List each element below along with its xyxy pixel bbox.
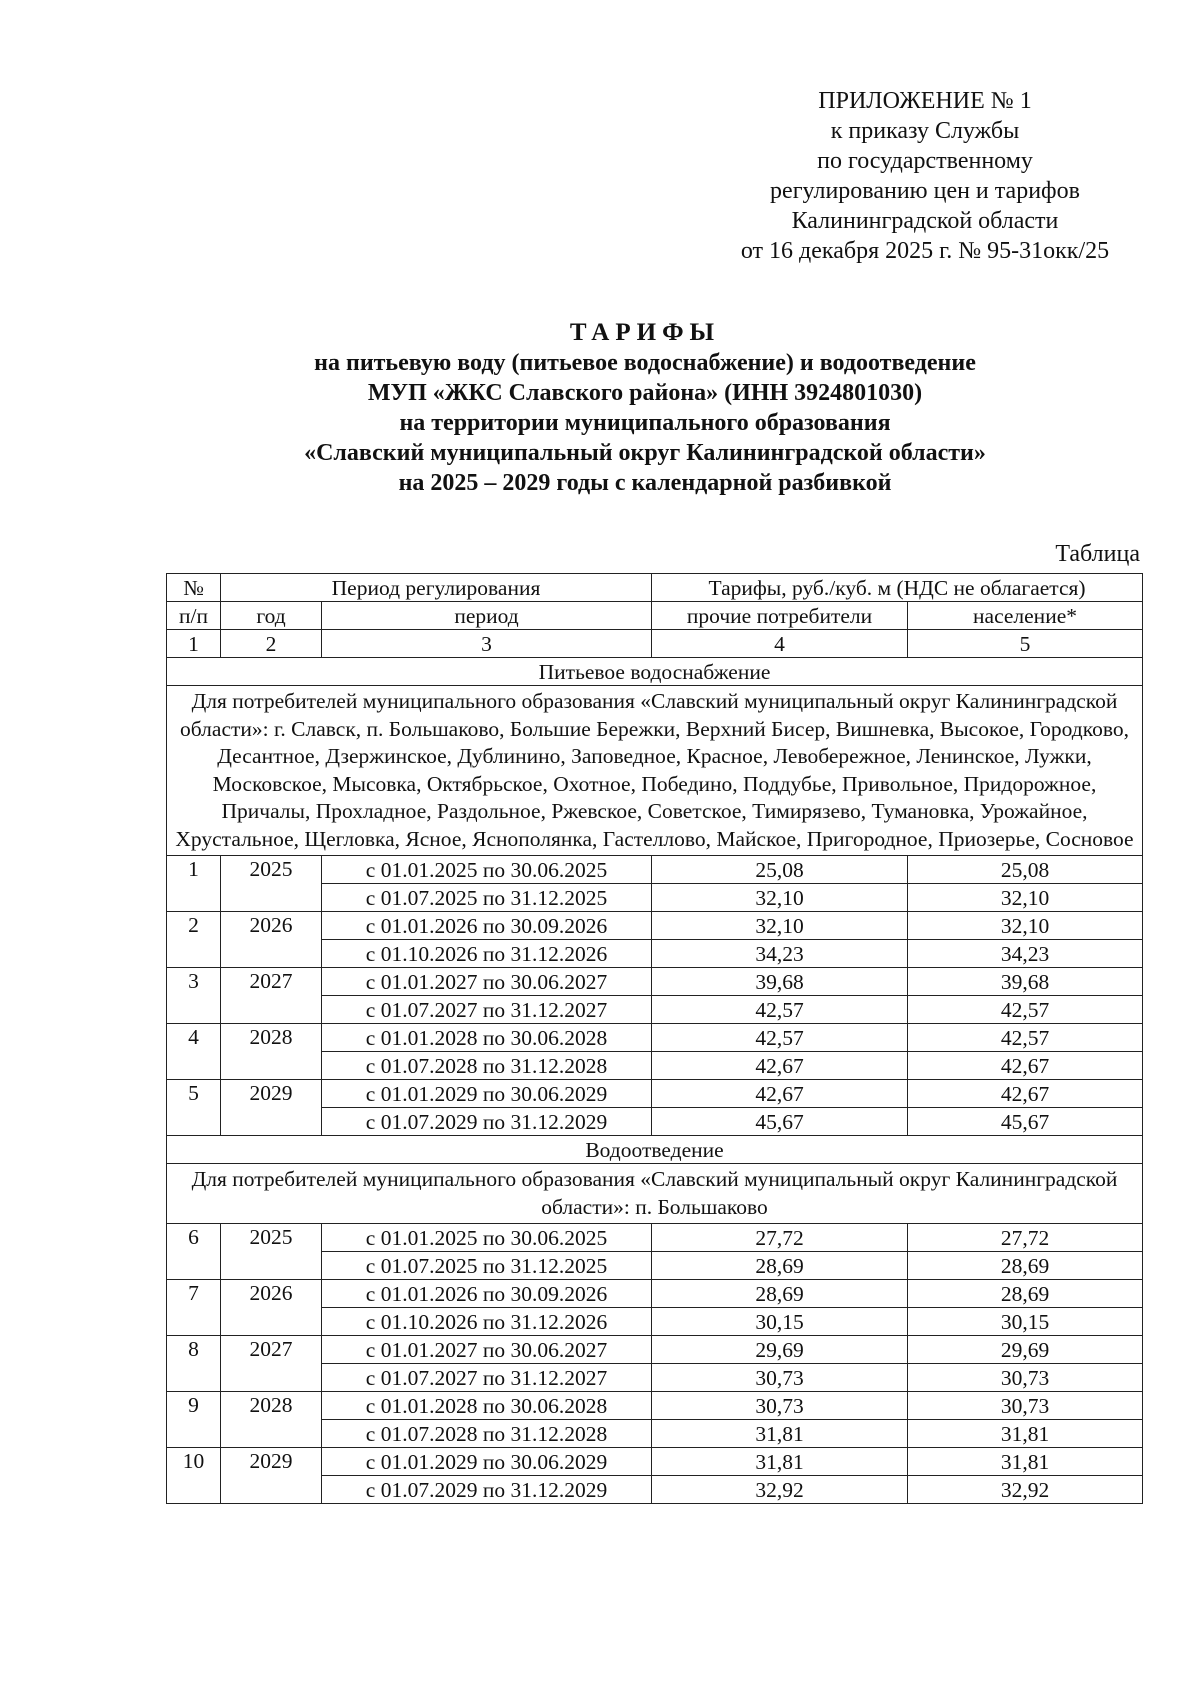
header-period-group: Период регулирования (221, 574, 652, 602)
row-tariff-other: 32,10 (652, 884, 908, 912)
row-period: с 01.07.2025 по 31.12.2025 (322, 884, 652, 912)
row-period: с 01.07.2029 по 31.12.2029 (322, 1476, 652, 1504)
row-period: с 01.01.2028 по 30.06.2028 (322, 1392, 652, 1420)
title-line: на 2025 – 2029 годы с календарной разбивкой (398, 470, 892, 496)
row-tariff-population: 31,81 (908, 1448, 1143, 1476)
header-num-top: № (167, 574, 221, 602)
row-period: с 01.10.2026 по 31.12.2026 (322, 1308, 652, 1336)
row-tariff-population: 32,10 (908, 912, 1143, 940)
row-year: 2028 (221, 1392, 322, 1448)
table-row (167, 1336, 1143, 1364)
table-row (167, 1024, 1143, 1052)
section-consumers-row (167, 1164, 1143, 1224)
row-tariff-population: 30,15 (908, 1308, 1143, 1336)
column-number: 2 (221, 630, 322, 658)
section-consumers: Для потребителей муниципального образования «Славский муниципальный округ Калининградской области»: г. Славск, п. Большаково, Большие Бережки, Верхний Бисер, Вишневка, Высокое, Городково, Десантное, Дзержинское, Дублинино, Заповедное, Красное, Левобережное, Ленинское, Лужки, Московское, Мысовка, Октябрьское, Охотное, Победино, Поддубье, Привольное, Придорожное, Причалы, Прохладное, Раздольное, Ржевское, Советское, Тимирязево, Тумановка, Урожайное, Хрустальное, Щегловка, Ясное, Яснополянка, Гастеллово, Майское, Пригородное, Приозерье, Сосновое (167, 686, 1143, 856)
header-period: период (322, 602, 652, 630)
row-number: 2 (167, 912, 221, 968)
tariffs-table (166, 573, 1143, 1504)
appendix-header (690, 86, 1160, 266)
table-row (167, 856, 1143, 884)
title-line: МУП «ЖКС Славского района» (ИНН 3924801030) (367, 380, 923, 406)
row-number: 4 (167, 1024, 221, 1080)
row-period: с 01.01.2027 по 30.06.2027 (322, 1336, 652, 1364)
row-tariff-population: 32,92 (908, 1476, 1143, 1504)
title-line: на питьевую воду (питьевое водоснабжение) и водоотведение (314, 350, 976, 376)
row-tariff-other: 28,69 (652, 1280, 908, 1308)
row-tariff-population: 42,67 (908, 1080, 1143, 1108)
row-period: с 01.10.2026 по 31.12.2026 (322, 940, 652, 968)
row-period: с 01.01.2029 по 30.06.2029 (322, 1080, 652, 1108)
row-tariff-other: 32,92 (652, 1476, 908, 1504)
row-year: 2029 (221, 1448, 322, 1504)
appendix-line: к приказу Службы (830, 118, 1020, 144)
row-tariff-other: 42,57 (652, 1024, 908, 1052)
row-tariff-other: 28,69 (652, 1252, 908, 1280)
column-number: 1 (167, 630, 221, 658)
row-tariff-other: 42,67 (652, 1080, 908, 1108)
row-tariff-population: 27,72 (908, 1224, 1143, 1252)
row-tariff-other: 42,67 (652, 1052, 908, 1080)
row-year: 2028 (221, 1024, 322, 1080)
title-line: на территории муниципального образования (399, 410, 891, 436)
header-population: население* (908, 602, 1143, 630)
row-number: 9 (167, 1392, 221, 1448)
table-row (167, 912, 1143, 940)
section-title-row (167, 658, 1143, 686)
row-tariff-other: 34,23 (652, 940, 908, 968)
column-number: 4 (652, 630, 908, 658)
row-tariff-population: 42,57 (908, 996, 1143, 1024)
header-year: год (221, 602, 322, 630)
title-line: «Славский муниципальный округ Калининградской области» (304, 440, 986, 466)
document-title (150, 318, 1140, 498)
row-period: с 01.07.2028 по 31.12.2028 (322, 1420, 652, 1448)
column-number: 3 (322, 630, 652, 658)
row-number: 8 (167, 1336, 221, 1392)
row-tariff-population: 42,57 (908, 1024, 1143, 1052)
row-period: с 01.01.2025 по 30.06.2025 (322, 1224, 652, 1252)
header-other-consumers: прочие потребители (652, 602, 908, 630)
row-tariff-other: 27,72 (652, 1224, 908, 1252)
table-row (167, 1280, 1143, 1308)
row-tariff-other: 30,73 (652, 1392, 908, 1420)
row-tariff-other: 25,08 (652, 856, 908, 884)
section-title: Питьевое водоснабжение (167, 658, 1143, 686)
row-number: 1 (167, 856, 221, 912)
table-row (167, 1392, 1143, 1420)
row-number: 7 (167, 1280, 221, 1336)
row-tariff-other: 30,15 (652, 1308, 908, 1336)
row-tariff-population: 32,10 (908, 884, 1143, 912)
row-period: с 01.07.2027 по 31.12.2027 (322, 996, 652, 1024)
row-year: 2026 (221, 912, 322, 968)
table-row (167, 1224, 1143, 1252)
row-tariff-other: 29,69 (652, 1336, 908, 1364)
header-tariff-group: Тарифы, руб./куб. м (НДС не облагается) (652, 574, 1143, 602)
row-tariff-other: 32,10 (652, 912, 908, 940)
row-tariff-population: 28,69 (908, 1252, 1143, 1280)
row-tariff-population: 34,23 (908, 940, 1143, 968)
row-number: 6 (167, 1224, 221, 1280)
row-period: с 01.01.2028 по 30.06.2028 (322, 1024, 652, 1052)
appendix-line: регулированию цен и тарифов (770, 178, 1080, 204)
row-tariff-population: 30,73 (908, 1364, 1143, 1392)
row-year: 2027 (221, 968, 322, 1024)
section-title: Водоотведение (167, 1136, 1143, 1164)
row-year: 2025 (221, 856, 322, 912)
column-number: 5 (908, 630, 1143, 658)
table-row (167, 1080, 1143, 1108)
row-period: с 01.01.2029 по 30.06.2029 (322, 1448, 652, 1476)
column-numbers-row (167, 630, 1143, 658)
row-year: 2027 (221, 1336, 322, 1392)
row-period: с 01.07.2025 по 31.12.2025 (322, 1252, 652, 1280)
table-caption: Таблица (1055, 541, 1140, 567)
row-period: с 01.01.2025 по 30.06.2025 (322, 856, 652, 884)
row-tariff-other: 30,73 (652, 1364, 908, 1392)
row-tariff-other: 42,57 (652, 996, 908, 1024)
row-tariff-population: 31,81 (908, 1420, 1143, 1448)
row-tariff-population: 45,67 (908, 1108, 1143, 1136)
row-period: с 01.01.2026 по 30.09.2026 (322, 912, 652, 940)
row-tariff-other: 39,68 (652, 968, 908, 996)
row-period: с 01.07.2027 по 31.12.2027 (322, 1364, 652, 1392)
table-row (167, 968, 1143, 996)
row-number: 3 (167, 968, 221, 1024)
row-tariff-population: 30,73 (908, 1392, 1143, 1420)
row-year: 2026 (221, 1280, 322, 1336)
header-row-2 (167, 602, 1143, 630)
table-row (167, 1448, 1143, 1476)
title-main: ТАРИФЫ (569, 319, 721, 346)
appendix-line: от 16 декабря 2025 г. № 95-31окк/25 (740, 238, 1110, 264)
row-tariff-other: 45,67 (652, 1108, 908, 1136)
row-period: с 01.07.2028 по 31.12.2028 (322, 1052, 652, 1080)
row-period: с 01.07.2029 по 31.12.2029 (322, 1108, 652, 1136)
appendix-line: Калининградской области (791, 208, 1059, 234)
section-consumers: Для потребителей муниципального образования «Славский муниципальный округ Калининградской области»: п. Большаково (167, 1164, 1143, 1224)
appendix-line: ПРИЛОЖЕНИЕ № 1 (818, 88, 1032, 114)
row-tariff-other: 31,81 (652, 1448, 908, 1476)
row-tariff-other: 31,81 (652, 1420, 908, 1448)
row-number: 5 (167, 1080, 221, 1136)
section-title-row (167, 1136, 1143, 1164)
header-num-bottom: п/п (167, 602, 221, 630)
row-tariff-population: 25,08 (908, 856, 1143, 884)
row-period: с 01.01.2026 по 30.09.2026 (322, 1280, 652, 1308)
header-row-1 (167, 574, 1143, 602)
row-year: 2029 (221, 1080, 322, 1136)
row-number: 10 (167, 1448, 221, 1504)
row-period: с 01.01.2027 по 30.06.2027 (322, 968, 652, 996)
row-tariff-population: 39,68 (908, 968, 1143, 996)
row-tariff-population: 28,69 (908, 1280, 1143, 1308)
row-tariff-population: 42,67 (908, 1052, 1143, 1080)
row-tariff-population: 29,69 (908, 1336, 1143, 1364)
appendix-line: по государственному (817, 148, 1033, 174)
section-consumers-row (167, 686, 1143, 856)
row-year: 2025 (221, 1224, 322, 1280)
